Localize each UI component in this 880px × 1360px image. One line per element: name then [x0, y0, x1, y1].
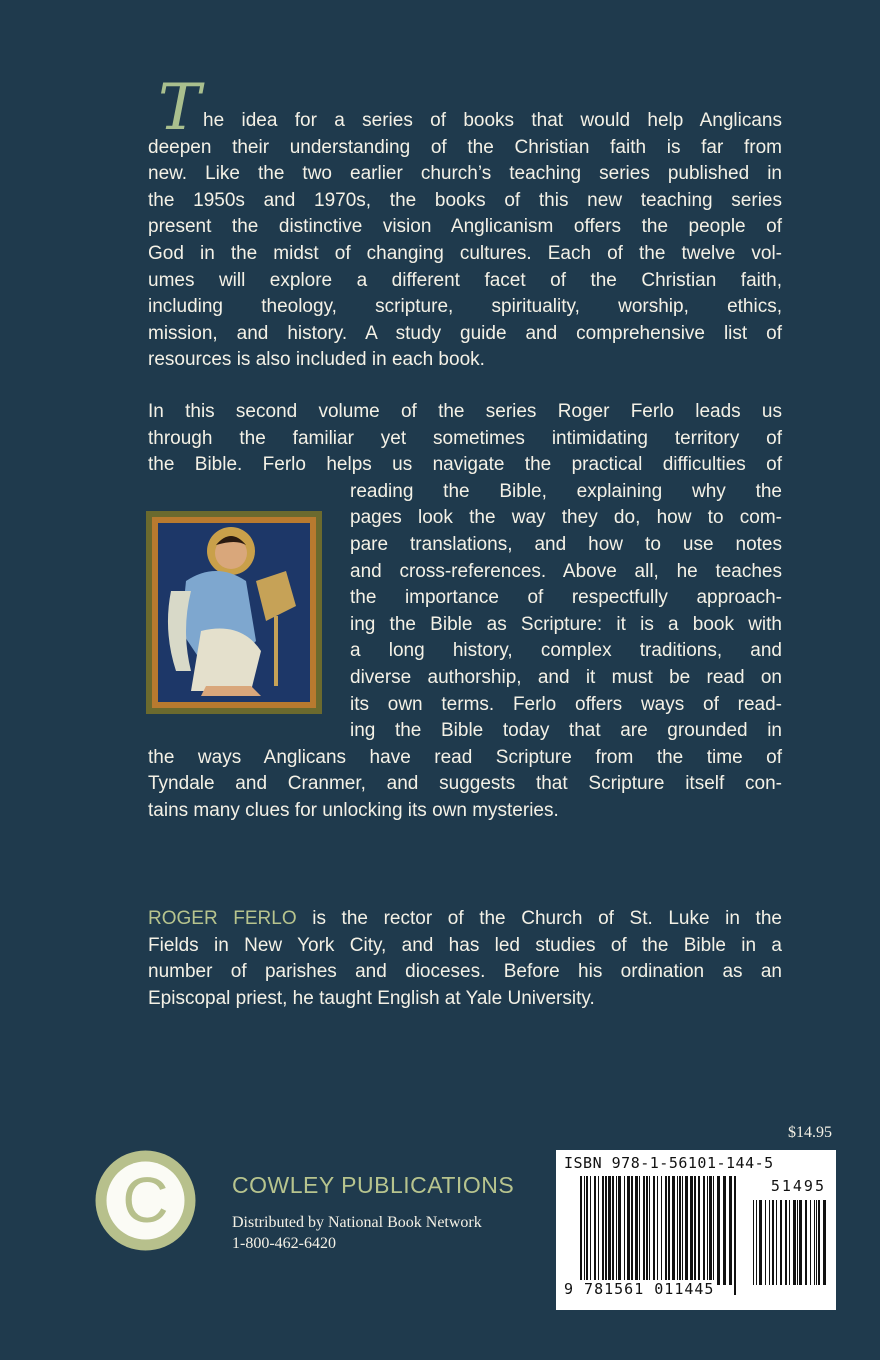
barcode-bar	[816, 1200, 817, 1285]
barcode-bar	[776, 1200, 777, 1285]
isbn-barcode	[556, 1150, 836, 1310]
distributor: Distributed by National Book Network	[232, 1214, 482, 1231]
barcode-bar	[605, 1176, 607, 1285]
author-bio: is the rector of the Church of St. Luke in the	[296, 908, 782, 929]
barcode-bar	[618, 1176, 621, 1285]
barcode-bar	[643, 1176, 645, 1285]
barcode-bar	[713, 1176, 714, 1285]
barcode-bar	[616, 1176, 617, 1285]
barcode-bar	[646, 1176, 648, 1285]
text-line	[148, 908, 782, 930]
barcode-bar	[639, 1176, 640, 1285]
barcode-bar	[698, 1176, 700, 1285]
text-line: number of parishes and dioceses. Before his ordination as an	[148, 961, 782, 983]
barcode-bar	[631, 1176, 633, 1285]
barcode-bar	[729, 1176, 732, 1285]
text-line: reading the Bible, explaining why the	[350, 480, 782, 502]
barcode-bar	[672, 1176, 675, 1285]
barcode-bar	[657, 1176, 658, 1295]
barcode-bar	[703, 1176, 705, 1285]
barcode-bar	[668, 1176, 670, 1285]
barcode-bar	[690, 1176, 693, 1285]
barcode-bar	[823, 1200, 826, 1285]
barcode-bar	[759, 1200, 762, 1285]
text-line: the importance of respectfully approach-	[350, 587, 782, 609]
barcode-bar	[598, 1176, 599, 1285]
text-line: Tyndale and Cranmer, and suggests that Scripture itself con-	[148, 773, 782, 795]
text-line: present the distinctive vision Anglicanism offers the people of	[148, 216, 782, 238]
text-line: pages look the way they do, how to com-	[350, 507, 782, 529]
text-line: pare translations, and how to use notes	[350, 534, 782, 555]
barcode-bar	[677, 1176, 678, 1285]
barcode-bar	[756, 1200, 757, 1285]
price: $14.95	[788, 1124, 832, 1141]
logo-letter: C	[122, 1164, 169, 1236]
phone: 1-800-462-6420	[232, 1235, 336, 1252]
barcode-bar	[635, 1176, 638, 1285]
barcode-bar	[765, 1200, 766, 1285]
text-line: ing the Bible today that are grounded in	[350, 720, 782, 742]
barcode-bar	[814, 1200, 815, 1285]
ean-digits: 9 781561 011445	[564, 1280, 715, 1298]
barcode-bar	[653, 1176, 655, 1285]
barcode-bar	[780, 1200, 782, 1285]
text-line: a long history, complex traditions, and	[350, 640, 782, 662]
barcode-bar	[707, 1176, 708, 1285]
evangelist-illustration	[146, 511, 322, 714]
text-line: mission, and history. A study guide and comprehensive list of	[148, 322, 782, 344]
barcode-bar	[624, 1176, 625, 1285]
barcode-bar	[734, 1176, 736, 1295]
text-line: new. Like the two earlier church’s teaching series published in	[148, 163, 782, 185]
barcode-bar	[789, 1200, 790, 1285]
barcode-bar	[753, 1200, 754, 1285]
text-line: through the familiar yet sometimes intimidating territory of	[148, 427, 782, 449]
barcode-bar	[772, 1200, 774, 1285]
text-line: and cross-references. Above all, he teaches	[350, 560, 782, 582]
distributor-info	[232, 1212, 482, 1254]
cowley-logo-icon	[95, 1150, 196, 1251]
text-line: deepen their understanding of the Christian faith is far from	[148, 136, 782, 158]
text-line: resources is also included in each book.	[148, 349, 485, 371]
barcode-bar	[785, 1200, 787, 1285]
text-line: its own terms. Ferlo offers ways of read-	[350, 693, 782, 715]
barcode-bar	[810, 1200, 811, 1285]
barcode-bar	[793, 1200, 796, 1285]
barcode-bar	[594, 1176, 596, 1285]
text-line: the Bible. Ferlo helps us navigate the practical difficulties of	[148, 454, 782, 476]
author-name: ROGER FERLO	[148, 908, 297, 929]
text-line: umes will explore a different facet of the Christian faith,	[148, 269, 782, 291]
barcode-bar	[818, 1200, 820, 1285]
text-line: tains many clues for unlocking its own mysteries.	[148, 800, 559, 821]
barcode-bar	[717, 1176, 720, 1285]
barcode-bar	[649, 1176, 650, 1285]
barcode-bar	[769, 1200, 770, 1285]
barcode-bar	[797, 1200, 798, 1285]
barcode-bar	[805, 1200, 807, 1285]
isbn-text: ISBN 978-1-56101-144-5	[564, 1154, 774, 1172]
text-line: the 1950s and 1970s, the books of this new teaching series	[148, 189, 782, 211]
barcode-bar	[580, 1176, 582, 1295]
price-code: 51495	[770, 1177, 826, 1195]
barcode-bar	[586, 1176, 588, 1285]
barcode-bar	[723, 1176, 726, 1285]
text-line: Episcopal priest, he taught English at Yale University.	[148, 987, 595, 1009]
barcode-bar	[679, 1176, 681, 1285]
barcode-bar	[694, 1176, 696, 1285]
barcode-bar	[612, 1176, 614, 1285]
text-line: ing the Bible as Scripture: it is a book with	[350, 613, 782, 635]
barcode-bar	[665, 1176, 667, 1285]
barcode-bar	[608, 1176, 611, 1285]
barcode-bar	[602, 1176, 604, 1285]
text-line: including theology, scripture, spirituality, worship, ethics,	[148, 296, 782, 318]
barcode-bar	[584, 1176, 585, 1285]
barcode-bar	[590, 1176, 591, 1285]
publisher-name: COWLEY PUBLICATIONS	[232, 1172, 515, 1198]
barcode-bar	[685, 1176, 688, 1285]
barcode-bar	[799, 1200, 802, 1285]
barcode-bar	[627, 1176, 630, 1285]
text-line: the ways Anglicans have read Scripture from the time of	[148, 746, 782, 768]
barcode-bar	[661, 1176, 662, 1285]
text-line: In this second volume of the series Roger Ferlo leads us	[148, 401, 782, 422]
text-line: God in the midst of changing cultures. Each of the twelve vol-	[148, 243, 782, 264]
drop-cap: T	[158, 71, 201, 145]
barcode-bar	[709, 1176, 712, 1285]
barcode-bar	[682, 1176, 683, 1285]
text-line: Fields in New York City, and has led studies of the Bible in a	[148, 934, 782, 956]
text-line: diverse authorship, and it must be read on	[350, 667, 782, 688]
text-line: he idea for a series of books that would help Anglicans	[203, 110, 782, 131]
